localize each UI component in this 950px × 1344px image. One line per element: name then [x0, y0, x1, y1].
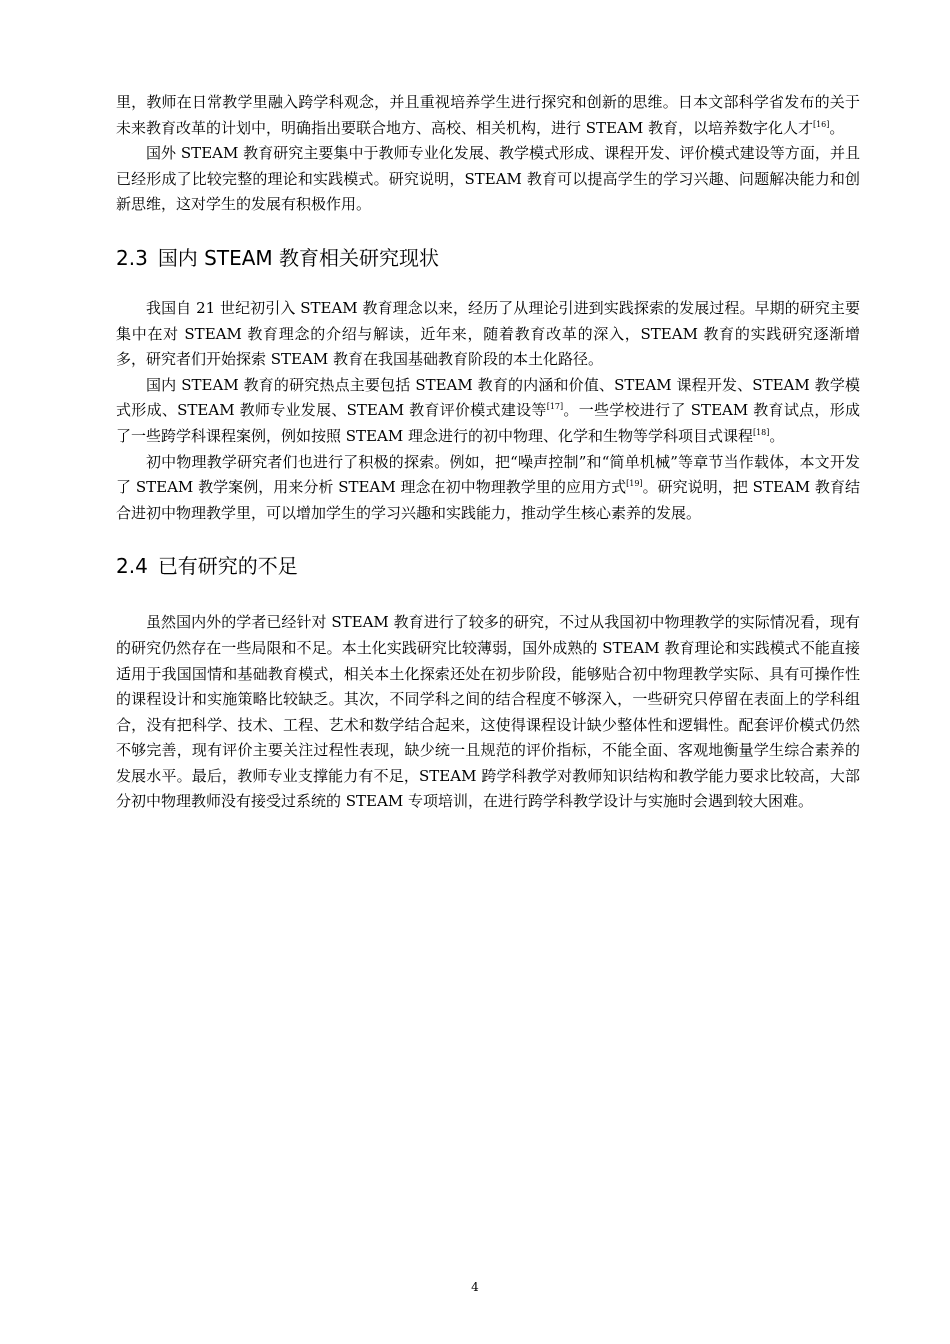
paragraph-continued: 里，教师在日常教学里融入跨学科观念，并且重视培养学生进行探究和创新的思维。日本文部科学省发布的关于未来教育改革的计划中，明确指出要联合地方、高校、相关机构，进行 STEAM 教育，以培养数字化人才[16]。 [116, 93, 860, 137]
citation-ref[interactable]: [17] [546, 402, 564, 412]
section-heading-2-4 [116, 552, 860, 580]
paragraph: 虽然国内外的学者已经针对 STEAM 教育进行了较多的研究，不过从我国初中物理教学的实际情况看，现有的研究仍然存在一些局限和不足。本土化实践研究比较薄弱，国外成熟的 STEAM 教育理论和实践模式不能直接适用于我国国情和基础教育模式，相关本土化探索还处在初步阶段，能够贴合初中物理教学实际、具有可操作性的课程设计和实施策略比较缺乏。其次，不同学科之间的结合程度不够深入，一些研究只停留在表面上的学科组合，没有把科学、技术、工程、艺术和数学结合起来，这使得课程设计缺少整体性和逻辑性。配套评价模式仍然不够完善，现有评价主要关注过程性表现，缺少统一且规范的评价指标，不能全面、客观地衡量学生综合素养的发展水平。最后，教师专业支撑能力有不足，STEAM 跨学科教学对教师知识结构和教学能力要求比较高，大部分初中物理教师没有接受过系统的 STEAM 专项培训，在进行跨学科教学设计与实施时会遇到较大困难。 [116, 613, 860, 811]
citation-ref[interactable]: [18] [752, 427, 770, 437]
paragraph: 我国自 21 世纪初引入 STEAM 教育理念以来，经历了从理论引进到实践探索的发展过程。早期的研究主要集中在对 STEAM 教育理念的介绍与解读，近年来，随着教育改革的深入，STEAM 教育的实践研究逐渐增多，研究者们开始探索 STEAM 教育在我国基础教育阶段的本土化路径。 [116, 298, 860, 369]
citation-ref[interactable]: [16] [812, 119, 830, 129]
paragraph: 初中物理教学研究者们也进行了积极的探索。例如，把“噪声控制”和“简单机械”等章节当作载体，本文开发了 STEAM 教学案例，用来分析 STEAM 理念在初中物理教学里的应用方式[19]。研究说明，把 STEAM 教育结合进初中物理教学里，可以增加学生的学习兴趣和实践能力，推动学生核心素养的发展。 [116, 452, 861, 522]
citation-ref[interactable]: [19] [626, 479, 643, 489]
section-number: 2.4 [116, 554, 148, 579]
page-number: 4 [471, 1280, 479, 1294]
section-heading-2-3 [116, 244, 860, 272]
section-number: 2.3 [116, 245, 148, 270]
section-title: 国内 STEAM 教育相关研究现状 [157, 245, 440, 270]
paragraph: 国内 STEAM 教育的研究热点主要包括 STEAM 教育的内涵和价值、STEAM 课程开发、STEAM 教学模式形成、STEAM 教师专业发展、STEAM 教育评价模式建设等[17]。一些学校进行了 STEAM 教育试点，形成了一些跨学科课程案例，例如按照 STEAM 理念进行的初中物理、化学和生物等学科项目式课程[18]。 [116, 375, 860, 445]
paragraph: 国外 STEAM 教育研究主要集中于教师专业化发展、教学模式形成、课程开发、评价模式建设等方面，并且已经形成了比较完整的理论和实践模式。研究说明，STEAM 教育可以提高学生的学习兴趣、问题解决能力和创新思维，这对学生的发展有积极作用。 [116, 144, 860, 214]
page-content [116, 90, 860, 815]
section-title: 已有研究的不足 [157, 554, 298, 579]
